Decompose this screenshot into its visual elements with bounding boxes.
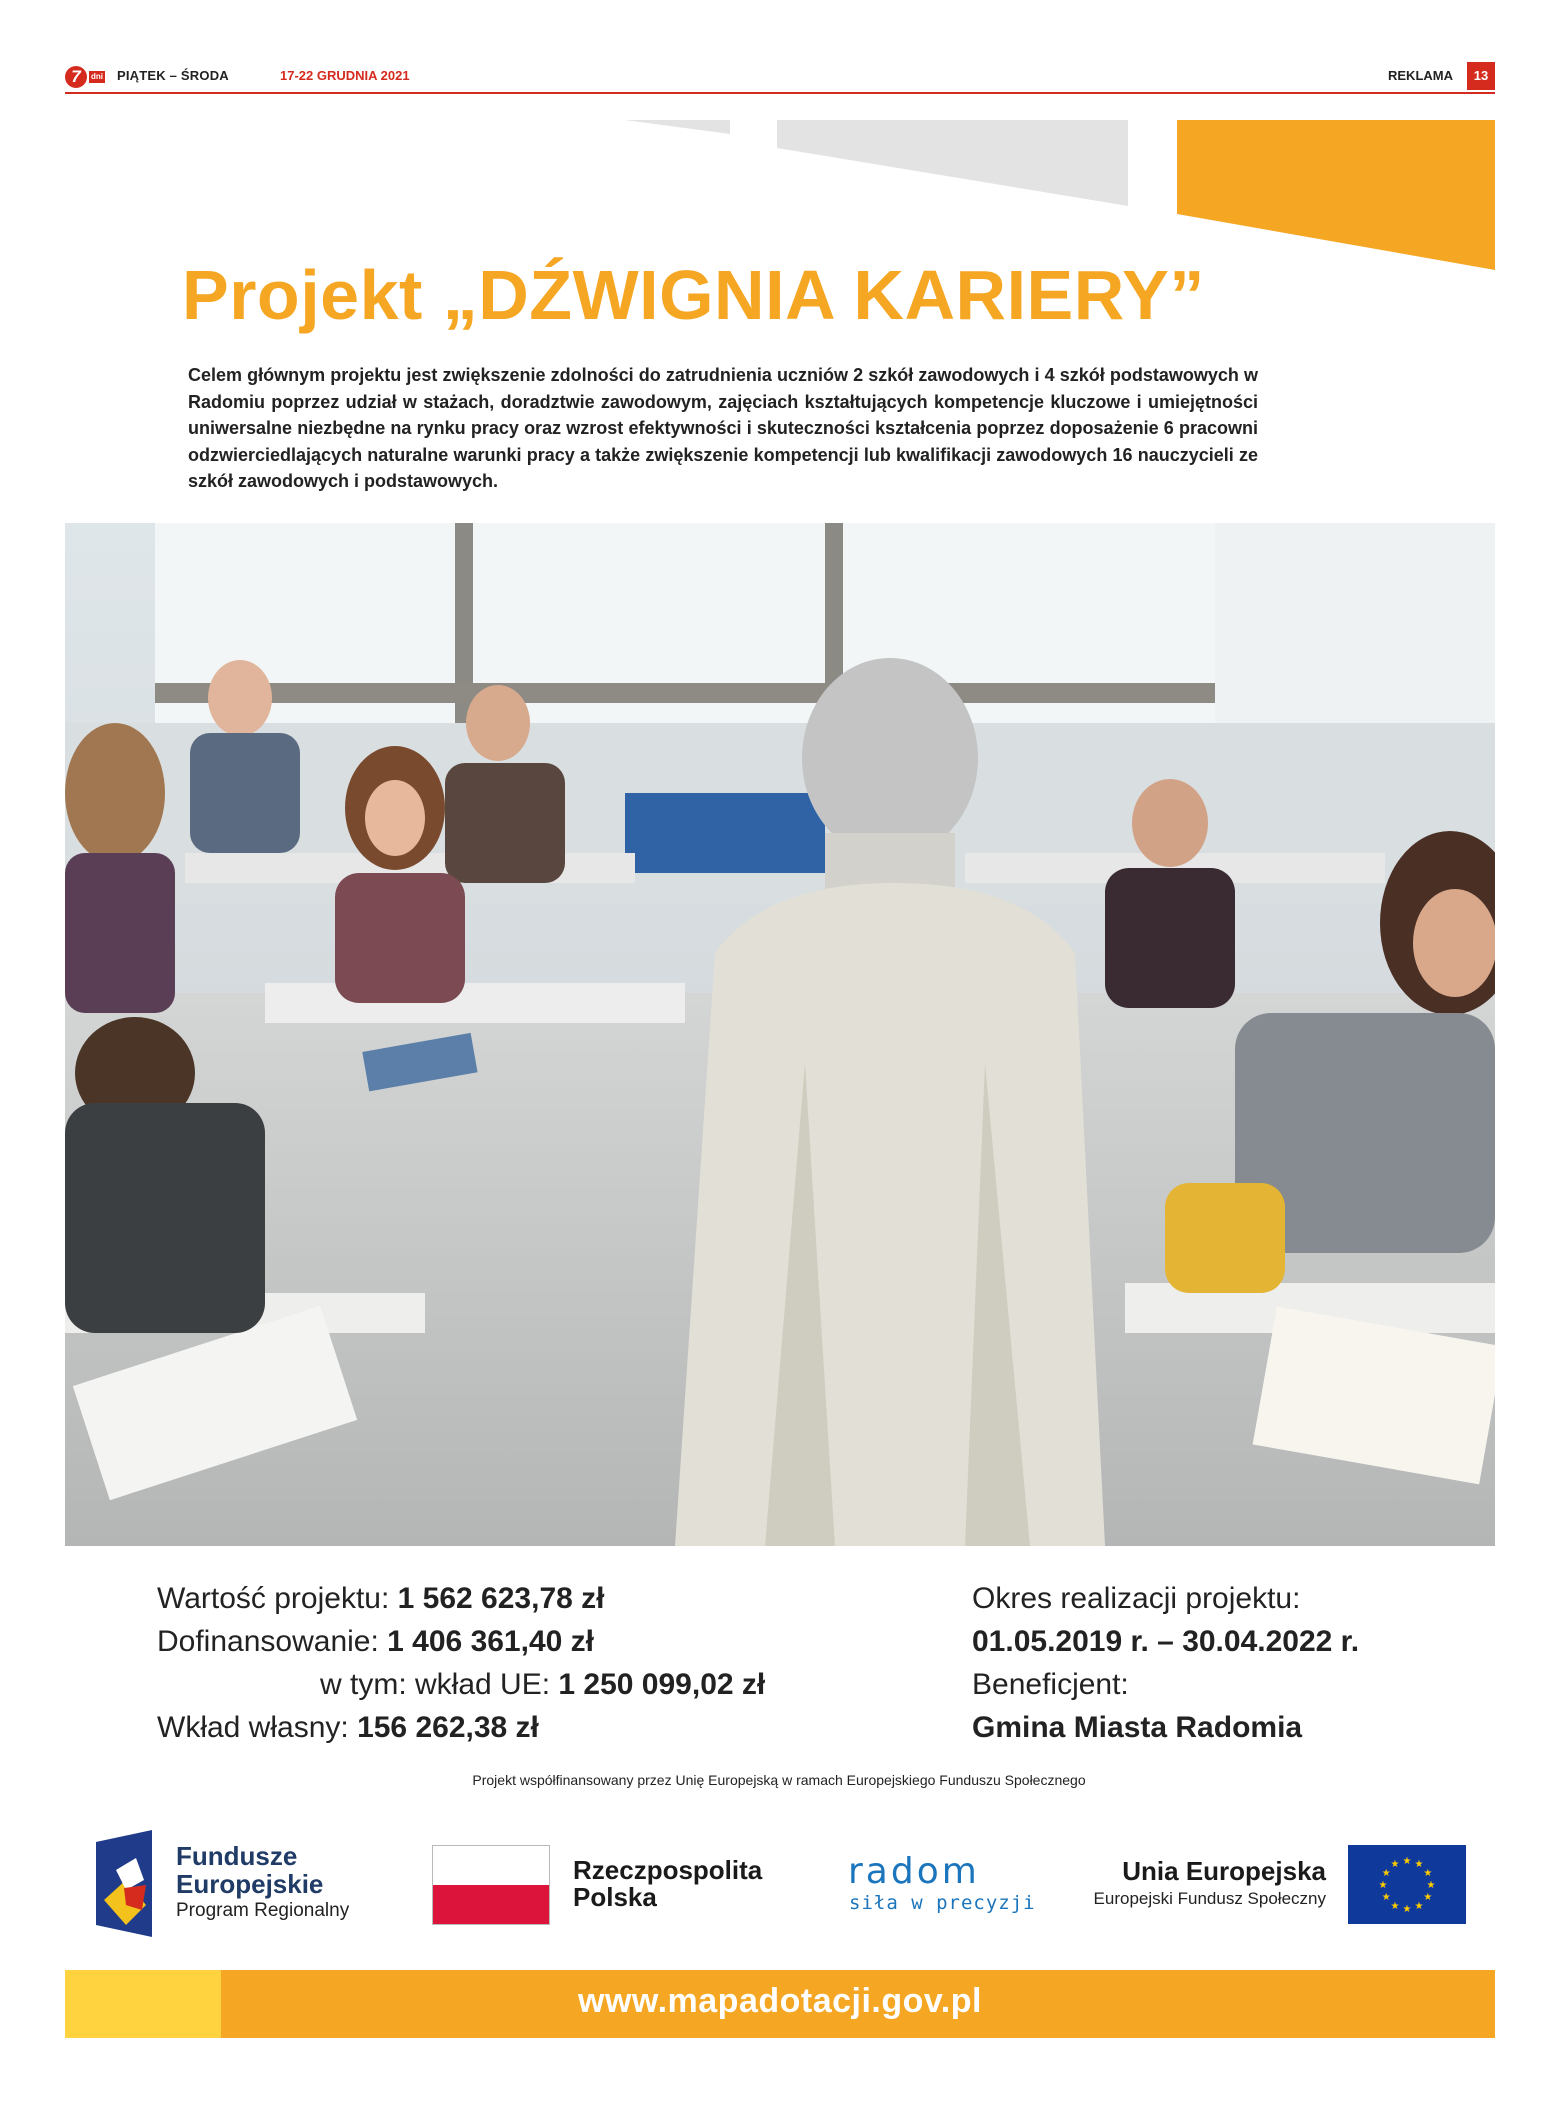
own-contribution-value: 156 262,38 zł: [357, 1711, 539, 1744]
eu-star-icon: ★: [1402, 1904, 1412, 1915]
page-number: 13: [1467, 62, 1495, 90]
unia-europejska-text: [1050, 1856, 1326, 1912]
flag-white-stripe: [433, 1846, 549, 1885]
cofinancing-note: Projekt współfinansowany przez Unię Europejską w ramach Europejskiego Funduszu Społecznego: [472, 1772, 1086, 1788]
fe-line3: Program Regionalny: [176, 1900, 350, 1921]
fe-line1: Fundusze: [176, 1841, 298, 1871]
eu-contribution-row: [157, 1663, 765, 1706]
eu-star-icon: ★: [1381, 1892, 1391, 1903]
project-value: 1 562 623,78 zł: [397, 1582, 605, 1615]
period-value: 01.05.2019 r. – 30.04.2022 r.: [972, 1625, 1360, 1658]
radom-tagline: siła w precyzji: [849, 1892, 1036, 1914]
eu-contribution-label: w tym: wkład UE:: [320, 1668, 551, 1701]
eu-star-icon: ★: [1423, 1868, 1433, 1879]
newspaper-logo: 7: [65, 66, 87, 88]
decorative-shapes: [0, 118, 1558, 278]
period-label: Okres realizacji projektu:: [972, 1582, 1301, 1615]
eu-star-icon: ★: [1390, 1900, 1400, 1912]
fundusze-europejskie-text: [176, 1842, 349, 1924]
gray-shape-large: [777, 120, 1128, 206]
eu-stars-icon: [1348, 1845, 1466, 1924]
page-title: Projekt „DŹWIGNIA KARIERY”: [182, 256, 1205, 334]
page-header: [65, 62, 1495, 94]
eu-star-icon: ★: [1381, 1868, 1391, 1879]
rzeczpospolita-polska-text: [573, 1857, 762, 1911]
header-days: PIĄTEK – ŚRODA: [117, 68, 229, 83]
rp-line1: Rzeczpospolita: [573, 1855, 763, 1885]
cofinancing-row: [157, 1620, 765, 1663]
own-contribution-label: Wkład własny:: [157, 1711, 349, 1744]
newspaper-logo-suffix: dni: [91, 72, 103, 81]
beneficiary-label: Beneficjent:: [972, 1668, 1129, 1701]
eu-star-icon: ★: [1414, 1900, 1424, 1912]
fundusze-europejskie-logo: [96, 1830, 156, 1937]
orange-shape: [1177, 120, 1495, 270]
eu-star-icon: ★: [1423, 1892, 1433, 1903]
classroom-photo: [65, 523, 1495, 1546]
eu-flag: [1348, 1845, 1466, 1924]
eu-star-icon: ★: [1402, 1856, 1412, 1867]
footer-bar: [65, 1970, 1495, 2038]
gray-shape-small: [625, 120, 730, 134]
polish-flag: [432, 1845, 550, 1925]
cofinancing-value: 1 406 361,40 zł: [387, 1625, 594, 1658]
eu-star-icon: ★: [1378, 1880, 1388, 1891]
eu-star-icon: ★: [1414, 1859, 1424, 1871]
ue-line1: Unia Europejska: [1122, 1856, 1326, 1886]
finance-info: [157, 1577, 765, 1749]
eu-contribution-value: 1 250 099,02 zł: [558, 1668, 766, 1701]
period-info: [972, 1577, 1359, 1749]
project-value-row: [157, 1577, 765, 1620]
cofinancing-label: Dofinansowanie:: [157, 1625, 379, 1658]
beneficiary-value: Gmina Miasta Radomia: [972, 1711, 1303, 1744]
radom-logo: radom: [848, 1851, 980, 1892]
eu-star-icon: ★: [1426, 1880, 1436, 1891]
project-description: Celem głównym projektu jest zwiększenie zdolności do zatrudnienia uczniów 2 szkół zawodowych i 4 szkół podstawowych w Radomiu poprzez udział w stażach, doradztwie zawodowym, zajęciach kształtujących kompetencje kluczowe i umiejętności uniwersalne niezbędne na rynku pracy oraz wzrost efektywności i skuteczności kształcenia poprzez doposażenie 6 pracowni odzwierciedlających naturalne warunki pracy a także zwiększenie kompetencji lub kwalifikacji zawodowych 16 nauczycieli ze szkół zawodowych i podstawowych.: [188, 365, 1258, 491]
fe-line2: Europejskie: [176, 1869, 324, 1899]
eu-star-icon: ★: [1390, 1859, 1400, 1871]
header-section: REKLAMA: [1388, 68, 1453, 83]
flag-red-stripe: [433, 1885, 549, 1924]
own-contribution-row: [157, 1706, 765, 1749]
footer-url[interactable]: www.mapadotacji.gov.pl: [578, 1982, 982, 2020]
ue-line2: Europejski Fundusz Społeczny: [1093, 1889, 1326, 1908]
project-value-label: Wartość projektu:: [157, 1582, 390, 1615]
header-date: 17-22 GRUDNIA 2021: [280, 68, 410, 83]
rp-line2: Polska: [573, 1882, 657, 1912]
